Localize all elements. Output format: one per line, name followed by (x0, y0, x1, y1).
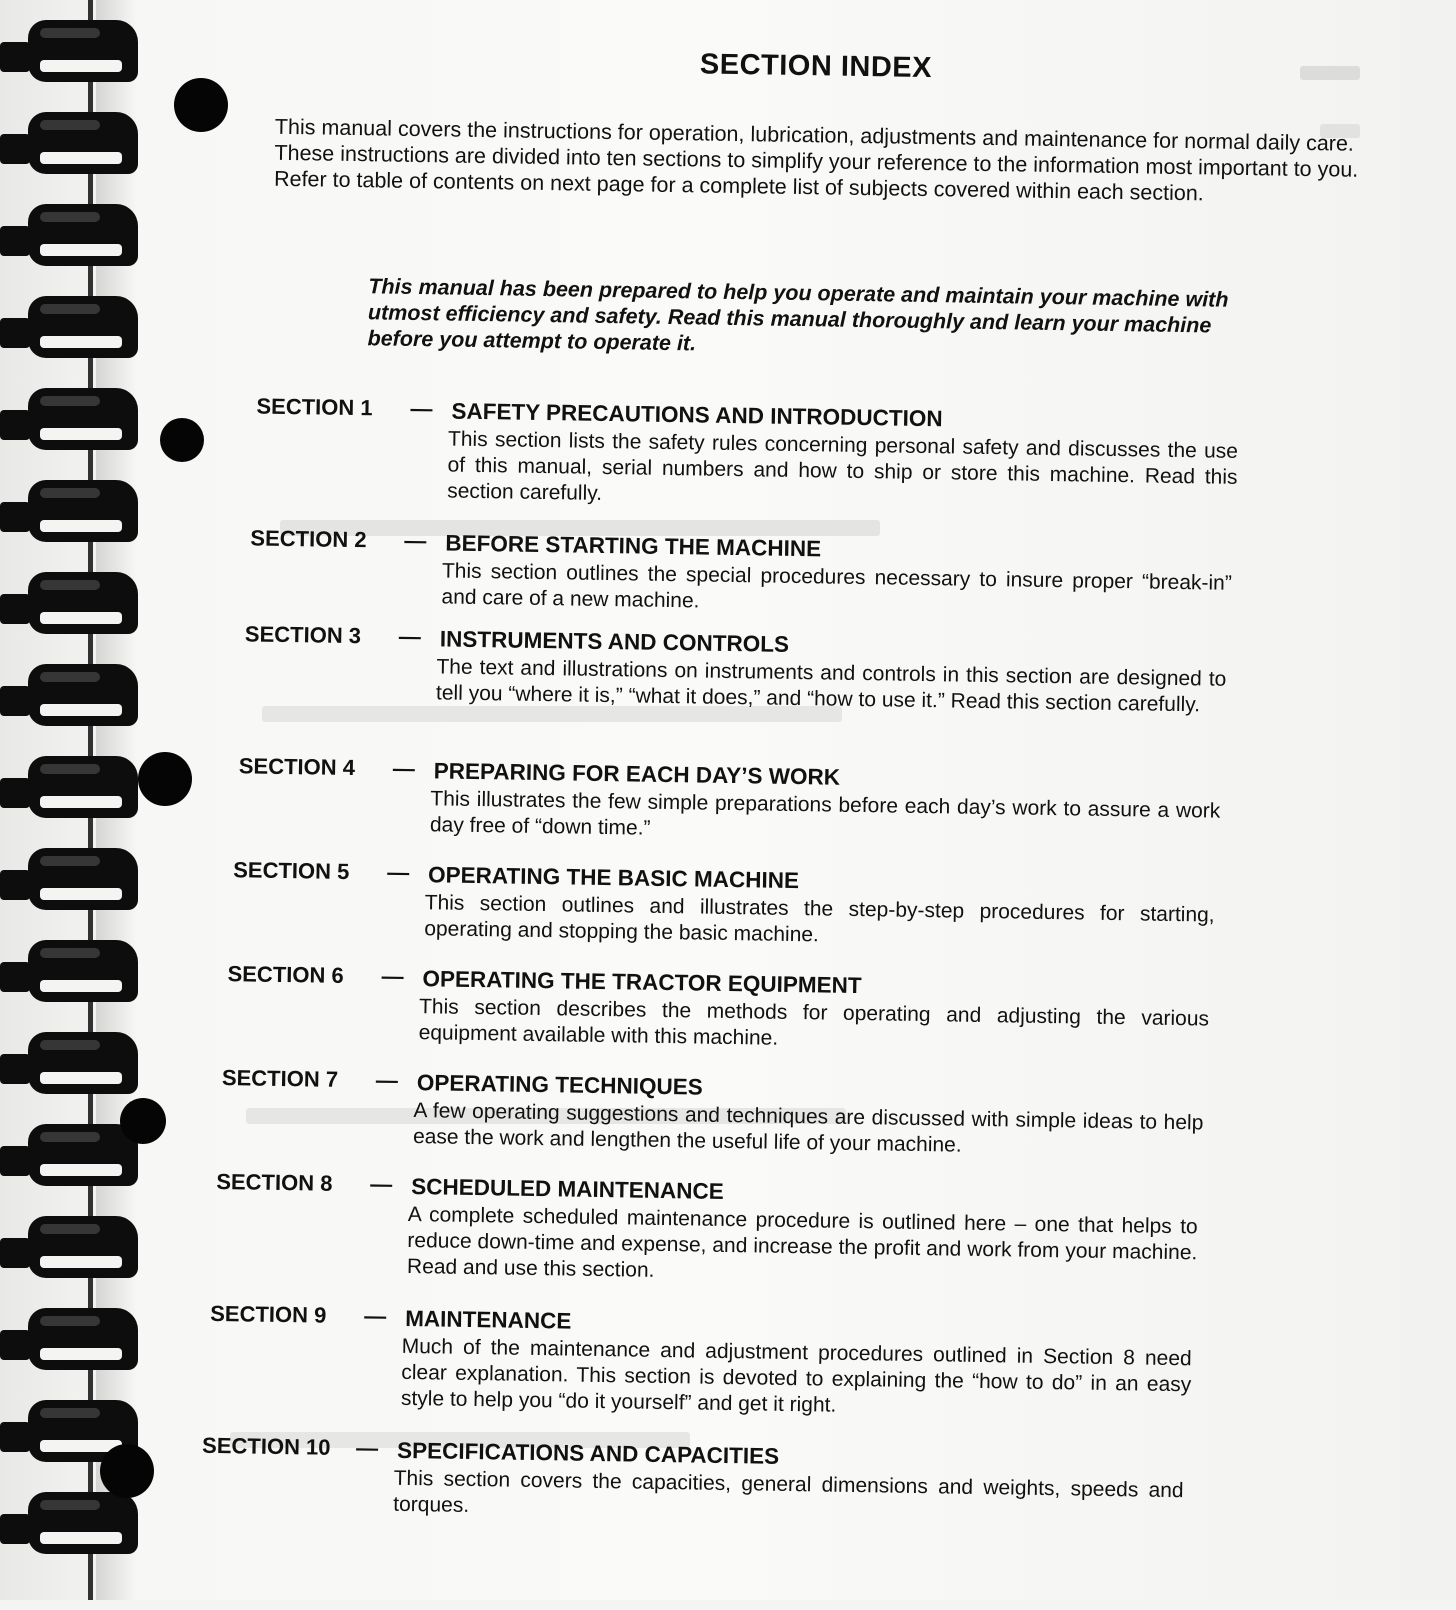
section-dash: — (386, 859, 410, 885)
section-dash: — (404, 527, 427, 554)
section-entry (227, 961, 1248, 1050)
section-label: SECTION 5 (233, 857, 350, 885)
section-label: SECTION 4 (238, 753, 356, 781)
section-dash: — (375, 1067, 399, 1093)
section-label: SECTION 1 (256, 393, 373, 421)
notice-paragraph: This manual has been prepared to help you operate and maintain your machine with utmost efficiency and safety. Read this manual thoroughly and learn your machine before you attempt to operate it. (367, 274, 1229, 356)
section-heading: MAINTENANCE (404, 1305, 572, 1334)
section-label: SECTION 9 (210, 1300, 327, 1328)
section-heading: OPERATING TECHNIQUES (416, 1070, 703, 1100)
section-heading: SAFETY PRECAUTIONS AND INTRODUCTION (451, 398, 943, 432)
section-heading: PREPARING FOR EACH DAY’S WORK (433, 758, 841, 790)
section-description: This illustrates the few simple preparations before each day’s work to assure a work day free of “down time.” (429, 787, 1221, 840)
section-description: A complete scheduled maintenance procedure is outlined here – one that helps to reduce down-time and expense, and increase the profit and work from your machine. Read and use this section. (406, 1202, 1198, 1282)
section-heading: SPECIFICATIONS AND CAPACITIES (396, 1437, 780, 1469)
section-dash: — (392, 755, 416, 782)
section-entry (221, 1065, 1242, 1157)
section-description: This section lists the safety rules concerning personal safety and discusses the use of this manual, serial numbers and how to ship or store this machine. Read this section carefully. (447, 427, 1239, 505)
section-entry (216, 1168, 1237, 1282)
section-description: Much of the maintenance and adjustment procedures outlined in Section 8 need clear explanation. This section is devoted to explaining the “how to do” in an easy style to help you “do it yourself” and get it right. (400, 1334, 1192, 1417)
section-dash: — (355, 1435, 379, 1461)
page-title: SECTION INDEX (699, 48, 933, 85)
section-label: SECTION 8 (216, 1168, 333, 1196)
section-entry (250, 525, 1271, 613)
section-label: SECTION 7 (221, 1065, 339, 1092)
section-dash: — (398, 623, 422, 650)
section-heading: OPERATING THE TRACTOR EQUIPMENT (422, 966, 862, 999)
section-entry (233, 857, 1253, 947)
section-heading: SCHEDULED MAINTENANCE (411, 1174, 724, 1204)
section-heading: BEFORE STARTING THE MACHINE (445, 530, 822, 562)
section-description: A few operating suggestions and techniques are discussed with simple ideas to help ease the work and lengthen the useful life of your machine. (412, 1099, 1204, 1157)
section-dash: — (364, 1303, 387, 1329)
section-description: The text and illustrations on instruments and controls in this section are designed to tell you “where it is,” “what it does,” and “how to use it.” Read this section carefully. (435, 655, 1227, 717)
section-description: This section outlines the special procedures necessary to insure proper “break-in” and care of a new machine. (441, 559, 1233, 613)
section-label: SECTION 10 (201, 1432, 331, 1460)
section-dash: — (381, 963, 404, 989)
section-entry (238, 753, 1259, 840)
section-dash: — (370, 1171, 393, 1197)
section-description: This section describes the methods for operating and adjusting the various equipment available with this machine. (418, 995, 1210, 1050)
section-entry (244, 621, 1265, 717)
section-dash: — (410, 395, 433, 422)
section-description: This section covers the capacities, general dimensions and weights, speeds and torques. (393, 1466, 1184, 1517)
section-description: This section outlines and illustrates the step-by-step procedures for starting, operating and stopping the basic machine. (424, 891, 1215, 947)
section-entry (256, 393, 1277, 505)
section-label: SECTION 3 (244, 621, 362, 649)
section-heading: INSTRUMENTS AND CONTROLS (439, 626, 790, 657)
section-heading: OPERATING THE BASIC MACHINE (427, 862, 800, 894)
section-entry (210, 1300, 1230, 1417)
section-entry (201, 1432, 1222, 1517)
section-label: SECTION 2 (250, 525, 367, 553)
section-label: SECTION 6 (227, 961, 344, 988)
intro-paragraph: This manual covers the instructions for operation, lubrication, adjustments and maintenance for normal daily care. These instructions are divided into ten sections to simplify your reference to the information most important to you. Refer to table of contents on next page for a complete list of subjects covered within each section. (273, 114, 1359, 206)
